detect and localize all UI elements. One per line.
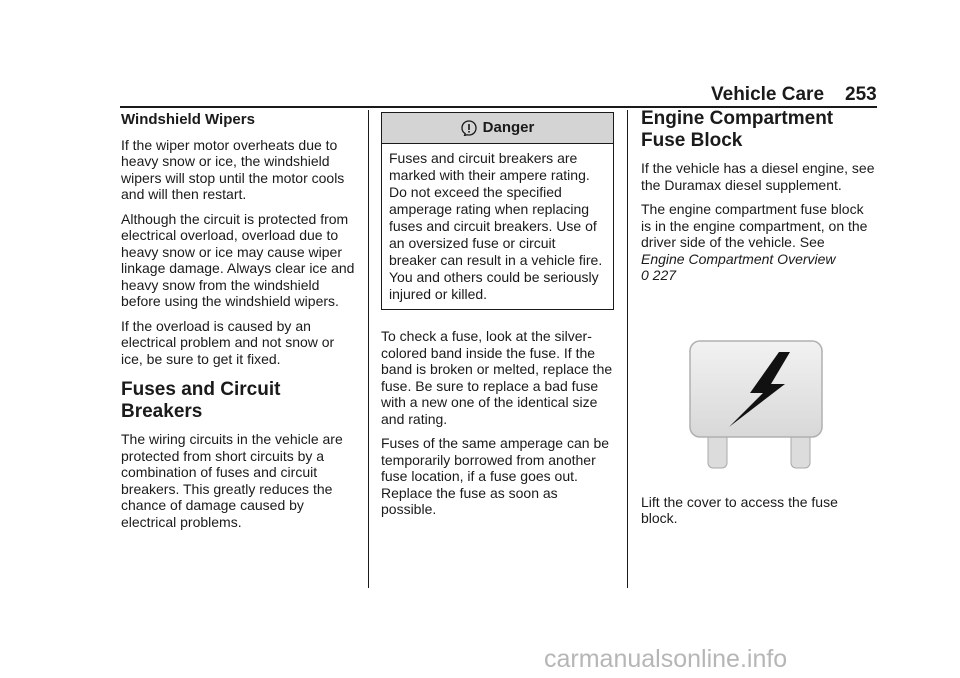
heading-fuses-and-circuit-breakers [121, 379, 357, 423]
danger-box [381, 112, 614, 310]
paragraph: Fuses of the same amperage can be temporarily borrowed from another fuse location, if a fuse goes out. Replace the fuse as soon as possible. [381, 435, 610, 517]
watermark: carmanualsonline.info [544, 645, 788, 673]
heading-line: Breakers [121, 401, 203, 422]
column-divider-2 [627, 110, 628, 588]
paragraph: If the wiper motor overheats due to heavy snow or ice, the windshield wipers will stop until the motor cools and will then restart. [121, 136, 345, 202]
header-section-title: Vehicle Care [711, 84, 825, 105]
paragraph: Although the circuit is protected from electrical overload, overload due to heavy snow or ice may cause wiper linkage damage. Always clear ice and heavy snow from the windshield before using the windshield wipers. [121, 210, 355, 309]
paragraph: The wiring circuits in the vehicle are protected from short circuits by a combination of fuses and circuit breakers. This greatly reduces the chance of damage caused by electrical problems. [121, 431, 343, 530]
page-reference: 0 227 [641, 267, 677, 283]
danger-header [382, 113, 613, 144]
fuse-icon [688, 338, 826, 472]
heading-line: Fuses and Circuit [121, 379, 281, 400]
column-divider-1 [368, 110, 369, 588]
heading-engine-compartment-fuse-block [641, 108, 877, 152]
warning-icon [461, 120, 477, 136]
paragraph: To check a fuse, look at the silver-colored band inside the fuse. If the band is broken or melted, replace the fuse. Be sure to replace a bad fuse with a new one of the identical size and rating. [381, 328, 613, 427]
danger-text: Fuses and circuit breakers are marked with their ampere rating. Do not exceed the specified amperage rating when replacing fuses and circuit breakers. Use of an oversized fuse or circuit breaker can result in a vehicle fire. You and others could be seriously injured or killed. [389, 150, 603, 302]
paragraph [641, 201, 877, 284]
danger-title: Danger [482, 118, 535, 136]
paragraph: Lift the cover to access the fuse block. [641, 493, 838, 526]
page-number: 253 [845, 84, 877, 105]
paragraph: If the overload is caused by an electrical problem and not snow or ice, be sure to get it fixed. [121, 317, 335, 367]
paragraph-text: The engine compartment fuse block is in the engine compartment, on the driver side of the vehicle. See [641, 201, 868, 250]
column-2 [381, 108, 614, 526]
paragraph: If the vehicle has a diesel engine, see the Duramax diesel supplement. [641, 160, 875, 193]
heading-windshield-wipers: Windshield Wipers [121, 111, 255, 128]
cross-reference-link[interactable]: Engine Compartment Overview [641, 250, 836, 267]
heading-line: Engine Compartment [641, 108, 834, 129]
column-1 [121, 108, 357, 538]
heading-line: Fuse Block [641, 130, 743, 151]
